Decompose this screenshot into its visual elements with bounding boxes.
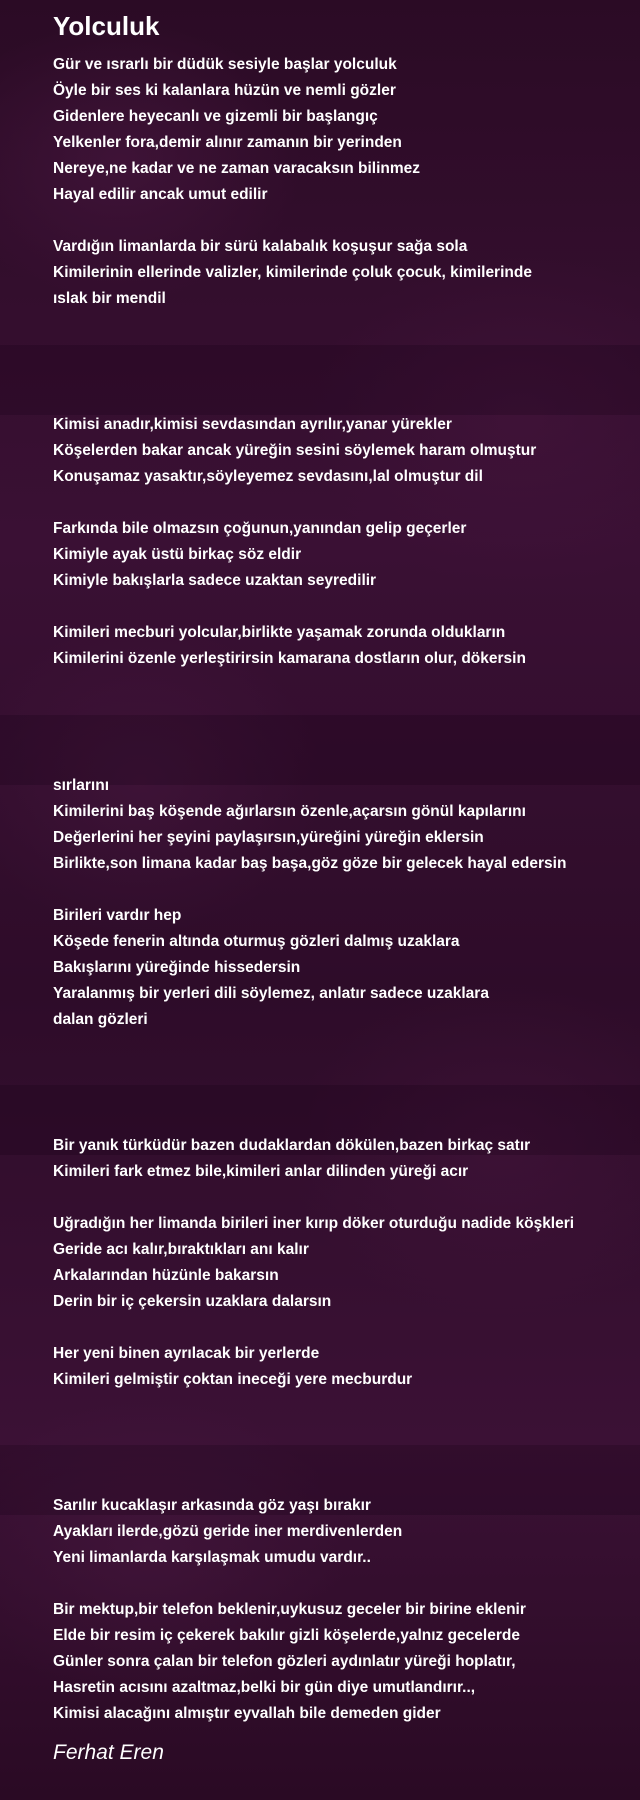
poem-line: Her yeni binen ayrılacak bir yerlerde: [53, 1345, 320, 1362]
poem-line: sırlarını: [53, 777, 109, 794]
poem-line: Gidenlere heyecanlı ve gizemli bir başlangıç: [53, 108, 378, 125]
poem-title: Yolculuk: [53, 11, 160, 41]
poem-line: Kimilerini baş köşende ağırlarsın özenle,açarsın gönül kapılarını: [53, 803, 526, 820]
poem-line: Gür ve ısrarlı bir düdük sesiyle başlar yolculuk: [53, 56, 397, 73]
poem-line: Yaralanmış bir yerleri dili söylemez, anlatır sadece uzaklara: [53, 985, 489, 1002]
poem-line: Nereye,ne kadar ve ne zaman varacaksın bilinmez: [53, 160, 421, 177]
poem-line: Ayakları ilerde,gözü geride iner merdivenlerden: [53, 1523, 403, 1540]
poem-line: Geride acı kalır,bıraktıkları anı kalır: [53, 1241, 309, 1258]
poem-line: Kimilerinin ellerinde valizler, kimilerinde çoluk çocuk, kimilerinde: [53, 264, 532, 281]
poem-line: Birileri vardır hep: [53, 907, 182, 924]
poem-line: Kimileri gelmiştir çoktan ineceği yere mecburdur: [53, 1371, 413, 1388]
poem-line: Uğradığın her limanda birileri iner kırıp döker oturduğu nadide köşkleri: [53, 1215, 575, 1232]
poem-line: Derin bir iç çekersin uzaklara dalarsın: [53, 1293, 332, 1310]
poem-line: Günler sonra çalan bir telefon gözleri aydınlatır yüreği hoplatır,: [53, 1653, 516, 1670]
poem-line: Köşelerden bakar ancak yüreğin sesini söylemek haram olmuştur: [53, 442, 537, 459]
poem-line: Bakışlarını yüreğinde hissedersin: [53, 959, 301, 976]
poem-line: Kimileri fark etmez bile,kimileri anlar dilinden yüreği acır: [53, 1163, 469, 1180]
poem-line: Konuşamaz yasaktır,söyleyemez sevdasını,lal olmuştur dil: [53, 468, 483, 485]
poem-line: Farkında bile olmazsın çoğunun,yanından gelip geçerler: [53, 520, 467, 537]
poem-line: Hasretin acısını azaltmaz,belki bir gün diye umutlandırır..,: [53, 1679, 476, 1696]
poem-line: Bir yanık türküdür bazen dudaklardan dökülen,bazen birkaç satır: [53, 1137, 531, 1154]
background-band: [0, 345, 640, 415]
background-band: [0, 715, 640, 785]
poem-line: Bir mektup,bir telefon beklenir,uykusuz geceler bir birine eklenir: [53, 1601, 526, 1618]
poem-author: Ferhat Eren: [53, 1741, 164, 1764]
poem-line: Kimiyle bakışlarla sadece uzaktan seyredilir: [53, 572, 377, 589]
poem-line: Elde bir resim iç çekerek bakılır gizli köşelerde,yalnız gecelerde: [53, 1627, 520, 1644]
poem-line: Kimilerini özenle yerleştirirsin kamarana dostların olur, dökersin: [53, 650, 526, 667]
poem-line: Vardığın limanlarda bir sürü kalabalık koşuşur sağa sola: [53, 238, 468, 255]
poem-line: Kimisi alacağını almıştır eyvallah bile demeden gider: [53, 1705, 441, 1722]
poem-line: Kimisi anadır,kimisi sevdasından ayrılır,yanar yürekler: [53, 416, 452, 433]
poem-line: Birlikte,son limana kadar baş başa,göz göze bir gelecek hayal edersin: [53, 855, 567, 872]
poem-line: ıslak bir mendil: [53, 290, 166, 307]
poem-line: Değerlerini her şeyini paylaşırsın,yüreğini yüreğin eklersin: [53, 829, 484, 846]
poem-line: Yelkenler fora,demir alınır zamanın bir yerinden: [53, 134, 402, 151]
poem-line: Yeni limanlarda karşılaşmak umudu vardır..: [53, 1549, 371, 1566]
poem-line: Kimileri mecburi yolcular,birlikte yaşamak zorunda oldukların: [53, 624, 506, 641]
poem-line: Sarılır kucaklaşır arkasında göz yaşı bırakır: [53, 1497, 371, 1514]
poem-line: Köşede fenerin altında oturmuş gözleri dalmış uzaklara: [53, 933, 460, 950]
poem-line: Arkalarından hüzünle bakarsın: [53, 1267, 279, 1284]
poem-line: Hayal edilir ancak umut edilir: [53, 186, 268, 203]
poem-line: Kimiyle ayak üstü birkaç söz eldir: [53, 546, 302, 563]
poem-line: Öyle bir ses ki kalanlara hüzün ve nemli gözler: [53, 82, 396, 99]
poem-line: dalan gözleri: [53, 1011, 148, 1028]
